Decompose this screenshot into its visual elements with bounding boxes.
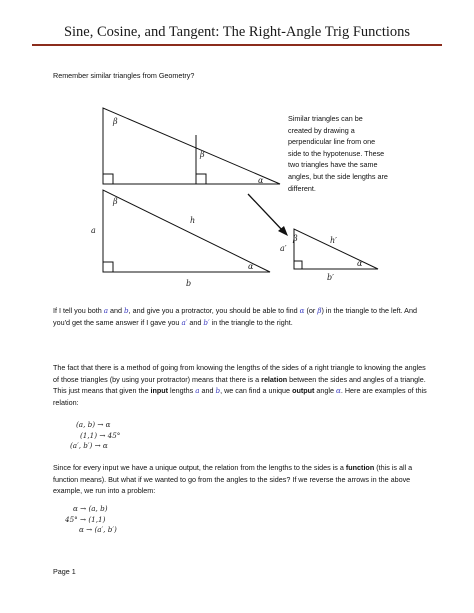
relation-example-1: (a, b) → α [76, 420, 111, 429]
right-side-a-label: a′ [280, 244, 287, 253]
right-beta-label: β [293, 234, 298, 243]
left-alpha-label: α [248, 262, 254, 271]
relation-example-2: (1,1) → 45° [80, 430, 121, 440]
top-inner-beta-label: β [200, 150, 205, 159]
arrow-icon [248, 194, 288, 236]
reverse-examples [65, 504, 117, 536]
top-triangle [103, 108, 280, 184]
reverse-example-1: α → (a, b) [73, 504, 108, 513]
page-title: Sine, Cosine, and Tangent: The Right-Angle Trig Functions [63, 24, 411, 40]
left-triangle [103, 190, 270, 272]
left-side-b-label: b [186, 279, 192, 288]
paragraph-protractor: If I tell you both a and b, and give you a protractor, you should be able to find α (or β) in the triangle to the left. And you'd get the same answer if I gave you a′ and b′ in the triangle to the right. [53, 306, 417, 327]
reverse-example-3: α → (a′, b′) [79, 525, 117, 534]
left-side-a-label: a [91, 226, 96, 235]
top-beta-label: β [113, 117, 118, 126]
right-triangle [294, 229, 378, 269]
similar-triangles-note: Similar triangles can be created by drawing a perpendicular line from one side to the hypotenuse. These two triangles have the same angles, but the side lengths are different. [288, 114, 388, 193]
paragraph-relation: The fact that there is a method of going from knowing the lengths of the sides of a right triangle to knowing the angles of those triangles (by using your protractor) means that there is a relation between the sides and angles of a triangle. This just means that given the input lengths a and b, we can find a unique output angle α. Here are examples of this relation: [53, 363, 427, 407]
top-alpha-label: α [258, 176, 264, 185]
reverse-example-2: 45° → (1,1) [65, 514, 106, 524]
intro-text: Remember similar triangles from Geometry? [53, 71, 195, 80]
left-beta-label: β [113, 197, 118, 206]
relation-example-3: (a′, b′) → α [70, 441, 108, 450]
right-side-b-label: b′ [327, 273, 334, 282]
paragraph-function: Since for every input we have a unique output, the relation from the lengths to the sides is a function (this is all a function means). But what if we wanted to go from the angles to the sides? If we reverse the arrows in the above example, we run into a problem: [53, 463, 413, 495]
relation-examples [70, 420, 120, 452]
right-side-h-label: h′ [330, 236, 337, 245]
left-side-h-label: h [190, 216, 196, 225]
right-alpha-label: α [357, 259, 363, 268]
page-number: Page 1 [53, 567, 76, 576]
similar-triangles-figure [0, 0, 474, 300]
